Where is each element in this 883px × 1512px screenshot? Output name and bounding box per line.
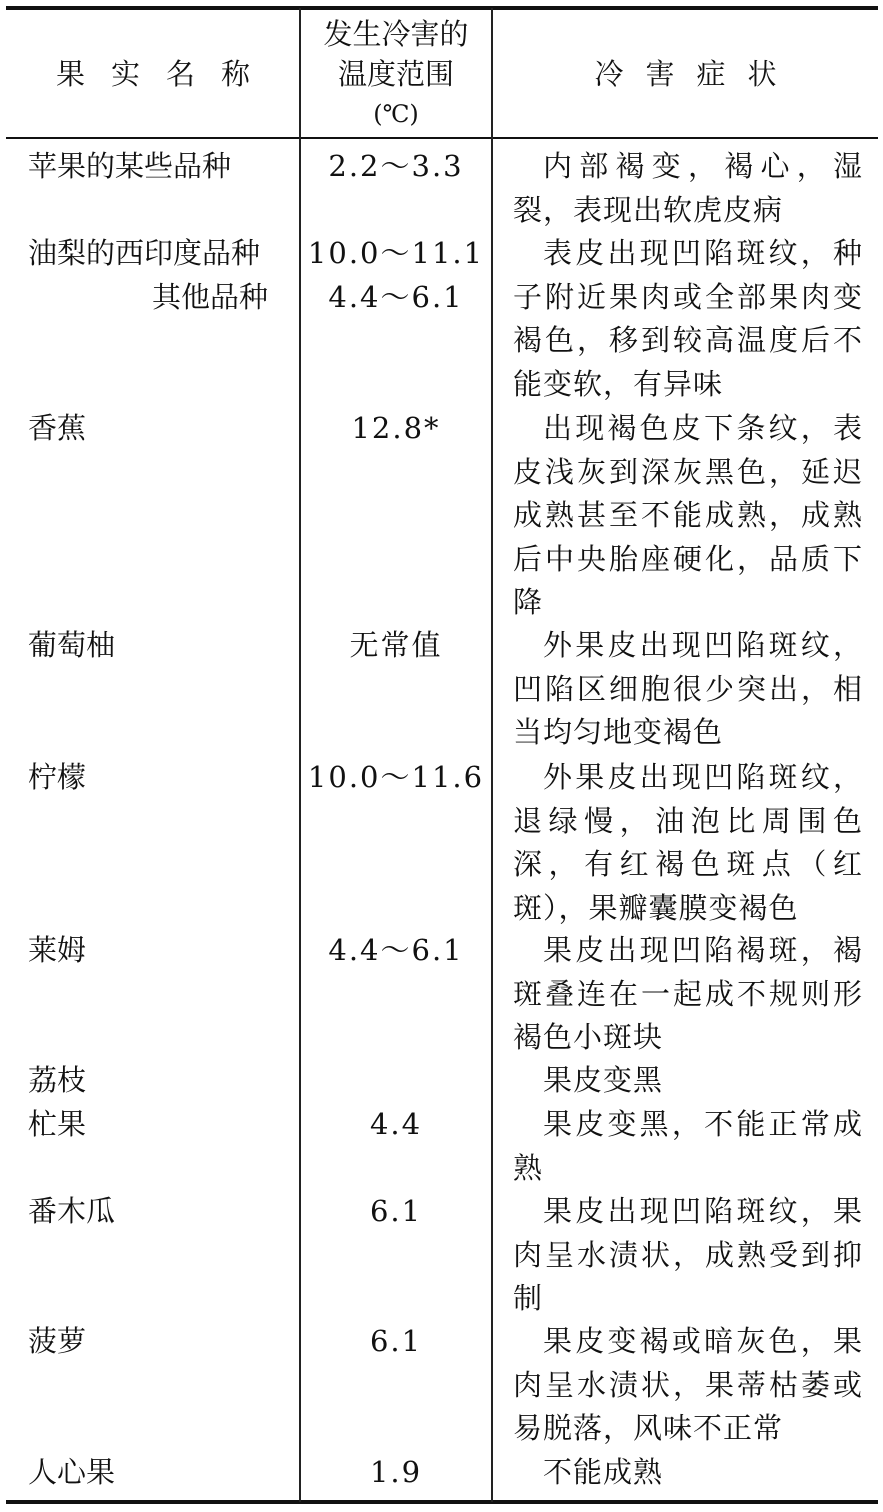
symptom-text: 表皮出现凹陷斑纹，种子附近果肉或全部果肉变褐色，移到较高温度后不能变软，有异味 [513,236,863,401]
temperature-range: 4.4～6.1 [328,280,464,314]
header-symptoms: 冷害症状 [594,56,799,91]
header-temp-line1: 发生冷害的 [323,16,469,51]
symptom-text: 外果皮出现凹陷斑纹，退绿慢，油泡比周围色深，有红褐色斑点（红斑），果瓣囊膜变褐色 [513,760,863,925]
fruit-name: 菠萝 [28,1324,87,1358]
fruit-name: 油梨的西印度品种 [28,236,261,270]
temperature-range: 4.4 [369,1107,423,1141]
table-bottom-rule [6,1500,878,1504]
temperature-range: 10.0～11.6 [307,760,485,794]
table-header-rule [6,137,878,139]
symptom-text: 果皮变黑，不能正常成熟 [513,1107,863,1185]
temperature-range: 10.0～11.1 [307,236,485,270]
fruit-name: 莱姆 [28,933,87,967]
temperature-range: 6.1 [369,1194,423,1228]
symptom-text: 果皮变褐或暗灰色，果肉呈水渍状，果蒂枯萎或易脱落，风味不正常 [513,1324,863,1445]
fruit-name: 番木瓜 [28,1194,116,1228]
fruit-name: 荔枝 [28,1063,87,1097]
temperature-range: 无常值 [349,628,443,662]
header-temp-unit: (℃) [373,99,419,128]
symptom-text: 果皮变黑 [543,1063,664,1097]
fruit-name: 杧果 [28,1107,87,1141]
temperature-range: 1.9 [369,1455,423,1489]
symptom-text: 果皮出现凹陷斑纹，果肉呈水渍状，成熟受到抑制 [513,1194,863,1315]
temperature-range: 4.4～6.1 [328,933,464,967]
symptom-text: 不能成熟 [543,1455,664,1489]
fruit-name-subvariety: 其他品种 [152,280,269,314]
column-divider [491,8,493,1502]
header-fruit-name: 果实名称 [55,56,276,91]
symptom-text: 果皮出现凹陷褐斑，褐斑叠连在一起成不规则形褐色小斑块 [513,933,863,1054]
temperature-range: 12.8* [351,411,441,445]
fruit-name: 葡萄柚 [28,628,116,662]
fruit-name: 人心果 [28,1455,116,1489]
temperature-range: 6.1 [369,1324,423,1358]
symptom-text: 内部褐变，褐心，湿裂，表现出软虎皮病 [513,149,863,227]
fruit-name: 苹果的某些品种 [28,149,232,183]
header-temp-line2: 温度范围 [337,56,454,91]
temperature-range: 2.2～3.3 [328,149,464,183]
fruit-name: 柠檬 [28,760,87,794]
header-temperature-range [301,10,491,137]
symptom-text: 出现褐色皮下条纹，表皮浅灰到深灰黑色，延迟成熟甚至不能成熟，成熟后中央胎座硬化，品质下降 [513,411,863,619]
symptom-text: 外果皮出现凹陷斑纹，凹陷区细胞很少突出，相当均匀地变褐色 [513,628,863,749]
fruit-name: 香蕉 [28,411,87,445]
